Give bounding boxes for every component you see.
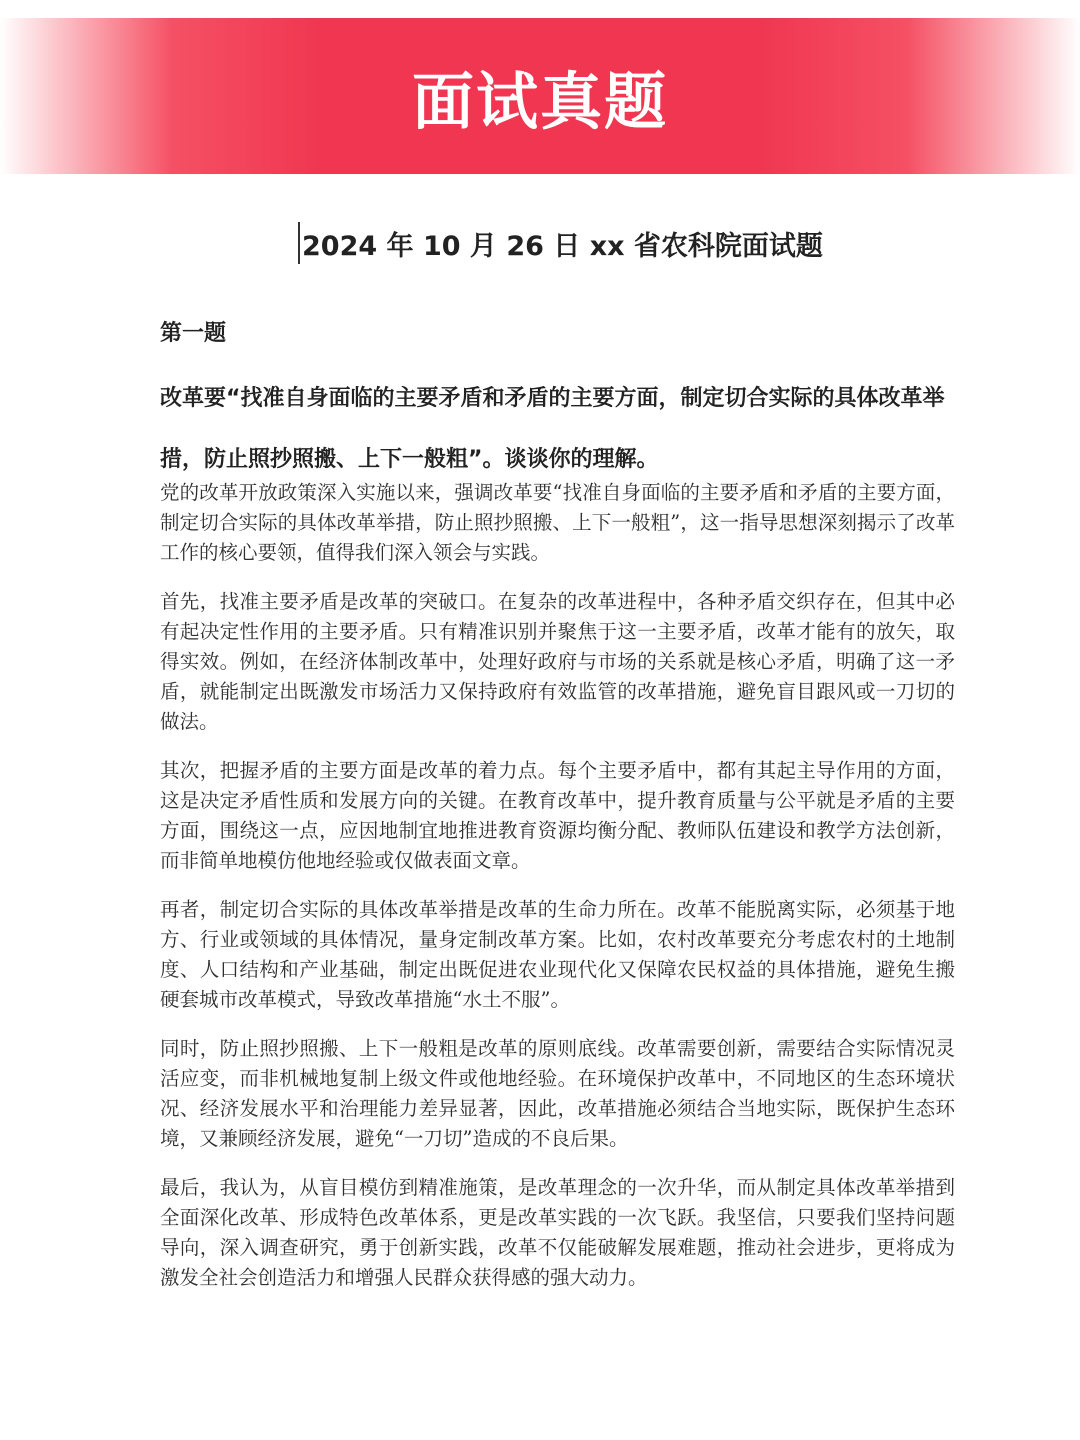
answer-paragraph: 同时，防止照抄照搬、上下一般粗是改革的原则底线。改革需要创新，需要结合实际情况灵活应变，而非机械地复制上级文件或他地经验。在环境保护改革中，不同地区的生态环境状况、经济发展水平和治理能力差异显著，因此，改革措施必须结合当地实际，既保护生态环境，又兼顾经济发展，避免“一刀切”造成的不良后果。 [160, 1037, 955, 1150]
document-title: 2024 年 10 月 26 日 xx 省农科院面试题 [302, 231, 823, 262]
answer-paragraph: 再者，制定切合实际的具体改革举措是改革的生命力所在。改革不能脱离实际，必须基于地方、行业或领域的具体情况，量身定制改革方案。比如，农村改革要充分考虑农村的土地制度、人口结构和产业基础，制定出既促进农业现代化又保障农民权益的具体措施，避免生搬硬套城市改革模式，导致改革措施“水土不服”。 [160, 898, 955, 1011]
banner-title: 面试真题 [411, 64, 668, 138]
question-text: 改革要“找准自身面临的主要矛盾和矛盾的主要方面，制定切合实际的具体改革举措，防止照抄照搬、上下一般粗”。谈谈你的理解。 [160, 386, 945, 472]
section-label: 第一题 [160, 321, 227, 346]
answer-paragraph: 最后，我认为，从盲目模仿到精准施策，是改革理念的一次升华，而从制定具体改革举措到全面深化改革、形成特色改革体系，更是改革实践的一次飞跃。我坚信，只要我们坚持问题导向，深入调查研究，勇于创新实践，改革不仅能破解发展难题，推动社会进步，更将成为激发全社会创造活力和增强人民群众获得感的强大动力。 [160, 1176, 955, 1289]
answer-paragraph: 党的改革开放政策深入实施以来，强调改革要“找准自身面临的主要矛盾和矛盾的主要方面，制定切合实际的具体改革举措，防止照抄照搬、上下一般粗”，这一指导思想深刻揭示了改革工作的核心要领，值得我们深入领会与实践。 [160, 481, 955, 564]
answer-paragraph: 其次，把握矛盾的主要方面是改革的着力点。每个主要矛盾中，都有其起主导作用的方面，这是决定矛盾性质和发展方向的关键。在教育改革中，提升教育质量与公平就是矛盾的主要方面，围绕这一点，应因地制宜地推进教育资源均衡分配、教师队伍建设和教学方法创新，而非简单地模仿他地经验或仅做表面文章。 [160, 759, 955, 872]
answer-paragraph: 首先，找准主要矛盾是改革的突破口。在复杂的改革进程中，各种矛盾交织存在，但其中必有起决定性作用的主要矛盾。只有精准识别并聚焦于这一主要矛盾，改革才能有的放矢，取得实效。例如，在经济体制改革中，处理好政府与市场的关系就是核心矛盾，明确了这一矛盾，就能制定出既激发市场活力又保持政府有效监管的改革措施，避免盲目跟风或一刀切的做法。 [160, 590, 955, 733]
header-banner [0, 18, 1080, 174]
answer-body [160, 478, 955, 1312]
